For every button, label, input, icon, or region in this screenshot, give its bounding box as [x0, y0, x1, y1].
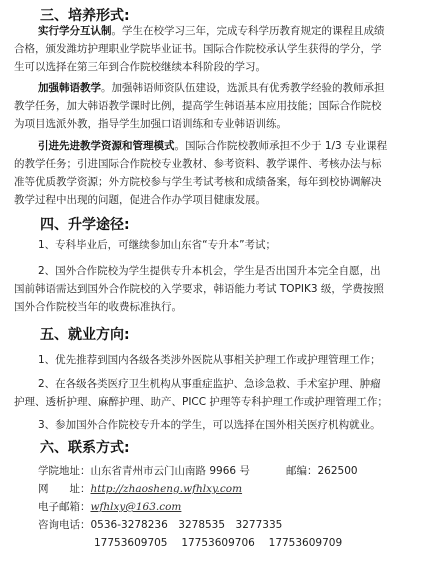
email-row	[38, 498, 181, 516]
website-link[interactable]: http://zhaosheng.wfhlxy.com	[90, 483, 243, 495]
zip-label: 邮编：	[286, 465, 318, 477]
p1-lead: 实行学分互认制	[38, 25, 112, 37]
phone-numbers-1: 0536-3278236 3278535 3277335	[90, 519, 283, 531]
zip-row	[286, 462, 358, 480]
email-label: 电子邮箱：	[38, 501, 91, 513]
email-link[interactable]: wfhlxy@163.com	[90, 501, 182, 513]
section-4-title: 四、升学途径:	[40, 217, 130, 233]
p1-line-1	[38, 22, 385, 40]
p1-line-3: 生可以选择在第三年到合作院校继续本科阶段的学习。	[14, 61, 266, 73]
address-value: 山东省青州市云门山南路 9966 号	[90, 465, 250, 477]
s4-item-2-line-1: 2、国外合作院校为学生提供专升本机会，学生是否出国升本完全自愿，出	[38, 265, 381, 277]
p1-line-2: 合格，颁发潍坊护理职业学院毕业证书。国际合作院校承认学生获得的学分，学	[14, 43, 382, 55]
s5-item-2-line-2: 护理、透析护理、麻醉护理、助产、PICC 护理等专科护理工作或护理管理工作；	[14, 396, 388, 408]
s4-item-1: 1、专科毕业后，可继续参加山东省“专升本”考试；	[38, 239, 277, 251]
zip-value: 262500	[317, 465, 358, 477]
p2-line-3: 为项目选派外教，指导学生加强口语训练和专业韩语训练。	[14, 118, 287, 130]
s5-item-2-line-1: 2、在各级各类医疗卫生机构从事重症监护、急诊急救、手术室护理、肿瘤	[38, 378, 381, 390]
address-row	[38, 462, 250, 480]
p3-line-3: 准等优质教学资源；外方院校参与学生考试考核和成绩备案，每年到校协调解决	[14, 176, 382, 188]
p2-line-1	[38, 79, 385, 97]
section-6-title: 六、联系方式:	[40, 440, 130, 456]
s4-item-2-line-2: 国前韩语需达到国外合作院校的入学要求，韩语能力考试 TOPIK3 级，学费按照	[14, 283, 384, 295]
phone-row	[38, 516, 282, 534]
phone-label: 咨询电话：	[38, 519, 91, 531]
p1-text-1: 。学生在校学习三年，完成专科学历教育规定的课程且成绩	[111, 25, 385, 37]
p3-line-4: 教学过程中出现的问题，促进合作办学项目健康发展。	[14, 194, 266, 206]
address-label: 学院地址：	[38, 465, 91, 477]
s4-item-2-line-3: 国外合作院校当年的收费标准执行。	[14, 301, 182, 313]
website-row	[38, 480, 242, 498]
p2-line-2: 教学任务，加大韩语教学课时比例，提高学生韩语基本应用技能；国际合作院校	[14, 100, 382, 112]
website-label: 网 址：	[38, 483, 91, 495]
s5-item-3: 3、参加国外合作院校专升本的学生，可以选择在国外相关医疗机构就业。	[38, 419, 381, 431]
p3-line-2: 的教学任务；引进国际合作院校专业教材、参考资料、教学课件、考核办法与标	[14, 158, 382, 170]
p3-line-1	[38, 137, 387, 155]
phone-numbers-2: 17753609705 17753609706 17753609709	[94, 537, 343, 549]
s5-item-1: 1、优先推荐到国内各级各类涉外医院从事相关护理工作或护理管理工作；	[38, 354, 381, 366]
p2-lead: 加强韩语教学	[38, 82, 101, 94]
p2-text-1: 。加强韩语师资队伍建设，选派具有优秀教学经验的教师承担	[101, 82, 385, 94]
section-5-title: 五、就业方向:	[40, 327, 130, 343]
p3-text-1: 。国际合作院校教师承担不少于 1/3 专业课程	[174, 140, 388, 152]
section-3-title: 三、培养形式:	[40, 8, 130, 24]
p3-lead: 引进先进教学资源和管理模式	[38, 140, 175, 152]
